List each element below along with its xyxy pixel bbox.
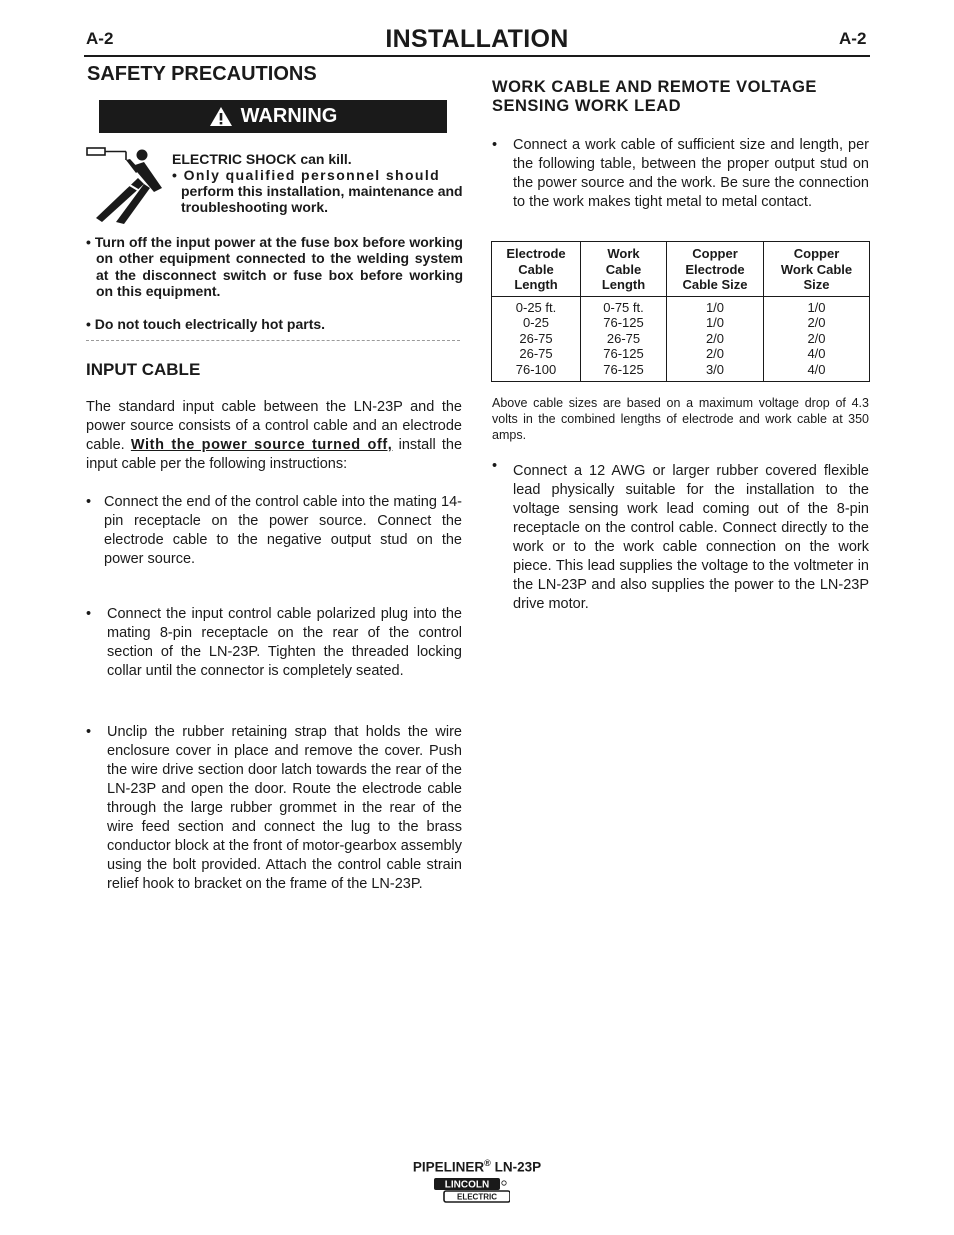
header-line: Electrode xyxy=(685,261,745,277)
table-cell xyxy=(492,296,581,382)
bullet-dot: • xyxy=(492,458,498,474)
shock-title: ELECTRIC SHOCK can kill. xyxy=(172,151,352,167)
input-cable-heading: INPUT CABLE xyxy=(86,360,201,379)
bullet-text: Unclip the rubber retaining strap that holds the wire enclosure cover in place and remove the cover. Push the wire drive section door latch towards the rear of the LN-23P and open the door. Route the electrode cable through the large rubber grommet in the rear of the wire feed section and connect the lug to the brass conductor block at the front of motor-gearbox assembly using the bolt provided. Attach the control cable strain relief hook to bracket on the frame of the LN-23P. xyxy=(107,724,462,892)
input-bullet-2 xyxy=(86,605,462,681)
work-cable-heading: WORK CABLE AND REMOTE VOLTAGE SENSING WORK LEAD xyxy=(492,78,817,115)
intro-text-b: install the input cable per the following instructions: xyxy=(86,437,463,472)
header-line: Size xyxy=(803,277,830,292)
header-line: Length xyxy=(514,277,558,292)
header-line: Copper xyxy=(793,246,840,261)
cell-value: 3/0 xyxy=(705,361,725,377)
electric-shock-warning xyxy=(172,151,463,215)
header-work-size xyxy=(764,242,870,297)
safety-precautions-heading: SAFETY PRECAUTIONS xyxy=(87,63,317,85)
header-line: Work Cable xyxy=(780,261,853,277)
warning-banner xyxy=(99,100,447,133)
warning-label: WARNING xyxy=(240,105,338,127)
cell-value: 4/0 xyxy=(807,346,826,361)
table-cell xyxy=(581,296,667,382)
cable-size-note: Above cable sizes are based on a maximum voltage drop of 4.3 volts in the combined lengths of electrode and work cable at 350 amps. xyxy=(492,396,869,442)
cell-value: 76-125 xyxy=(603,346,644,361)
page-number-right: A-2 xyxy=(839,29,867,48)
bullet-dot: • xyxy=(86,494,92,510)
do-not-touch-warning: • Do not touch electrically hot parts. xyxy=(86,316,326,332)
footer-product: PIPELINER xyxy=(412,1159,485,1175)
input-bullet-3 xyxy=(86,723,462,894)
work-bullet-2 xyxy=(492,458,869,614)
cell-value: 26-75 xyxy=(519,346,553,361)
cell-value: 0-25 xyxy=(522,315,550,330)
logo-top-text: LINCOLN xyxy=(444,1179,490,1191)
cell-value: 2/0 xyxy=(807,330,826,346)
table-cell xyxy=(764,296,870,382)
work-bullet-1 xyxy=(492,136,869,212)
bullet-text: Connect a work cable of sufficient size and length, per the following table, between the proper output stud on the power source and the work. Be sure the connection to the work makes tight metal to metal contact. xyxy=(513,137,869,210)
cell-value: 26-75 xyxy=(606,330,641,346)
cell-value: 0-25 ft. xyxy=(515,299,557,315)
header-electrode-size xyxy=(667,242,764,297)
header-line: Electrode xyxy=(506,246,566,261)
shock-qualified-personnel xyxy=(172,167,463,215)
footer-product-name xyxy=(0,1158,954,1175)
table-cell xyxy=(667,296,764,382)
intro-emphasis: With the power source turned off, xyxy=(130,437,393,453)
logo-bottom-text: ELECTRIC xyxy=(457,1192,497,1202)
shock-qualified-lead: • Only qualified personnel should xyxy=(172,167,441,183)
bullet-text: Connect the input control cable polarized plug into the mating 8-pin receptacle on the rear of the control section of the LN-23P. Tighten the threaded locking collar until the connector is completely seated. xyxy=(107,606,462,679)
header-rule xyxy=(84,55,870,57)
header-work-length xyxy=(581,242,667,297)
header-line: Cable xyxy=(605,261,642,277)
cell-value: 26-75 xyxy=(519,330,553,346)
cable-size-table xyxy=(491,241,870,382)
lincoln-electric-logo xyxy=(432,1175,510,1205)
page-number-left: A-2 xyxy=(86,29,114,48)
warning-triangle-icon xyxy=(209,106,233,127)
header-line: Cable Size xyxy=(682,277,748,292)
cell-value: 0-75 ft. xyxy=(603,299,644,315)
table-row xyxy=(492,296,870,382)
cell-value: 1/0 xyxy=(807,299,826,315)
cell-value: 76-125 xyxy=(603,315,644,330)
page-title: INSTALLATION xyxy=(385,25,569,53)
bullet-dot: • xyxy=(492,137,498,153)
table-header-row xyxy=(492,242,870,297)
header-line: Copper xyxy=(692,246,738,261)
electric-shock-icon xyxy=(84,144,168,226)
footer-registered: ® xyxy=(484,1158,491,1168)
cell-value: 2/0 xyxy=(705,346,725,361)
cell-value: 2/0 xyxy=(705,330,725,346)
turn-off-power-warning: • Turn off the input power at the fuse box before working on other equipment connected to the welding system at the disconnect switch or fuse box before working on this equipment. xyxy=(86,234,463,299)
cell-value: 4/0 xyxy=(807,361,826,377)
header-line: Length xyxy=(601,277,646,292)
intro-text-a: The standard input cable between the LN-23P and the power source consists of a control cable and an electrode cable. xyxy=(86,399,462,453)
bullet-dot: • xyxy=(86,606,92,622)
bullet-text: Connect a 12 AWG or larger rubber covered flexible lead physically suitable for the installation to the voltage sensing work lead coming out of the 8-pin receptacle on the control cable. Connect directly to the work or to the work cable connection on the work piece. This lead supplies the voltage to the voltmeter in the LN-23P and also supplies the power to the LN-23P drive motor. xyxy=(513,463,869,612)
cell-value: 76-100 xyxy=(515,361,557,377)
input-cable-intro xyxy=(86,398,462,474)
cell-value: 1/0 xyxy=(705,315,725,330)
cell-value: 1/0 xyxy=(705,299,725,315)
cell-value: 2/0 xyxy=(807,315,826,330)
cell-value: 76-125 xyxy=(603,361,644,377)
bullet-text: Connect the end of the control cable into the mating 14-pin receptacle on the power source. Connect the electrode cable to the negative output stud on the power source. xyxy=(104,494,462,567)
input-bullet-1 xyxy=(86,493,462,569)
header-line: Work xyxy=(607,246,640,261)
header-line: Cable xyxy=(518,261,554,277)
section-divider xyxy=(86,340,460,341)
bullet-dot: • xyxy=(86,724,92,740)
shock-qualified-rest: perform this installation, maintenance and troubleshooting work. xyxy=(181,183,463,215)
header-electrode-length xyxy=(492,242,581,297)
footer-model: LN-23P xyxy=(494,1159,542,1175)
